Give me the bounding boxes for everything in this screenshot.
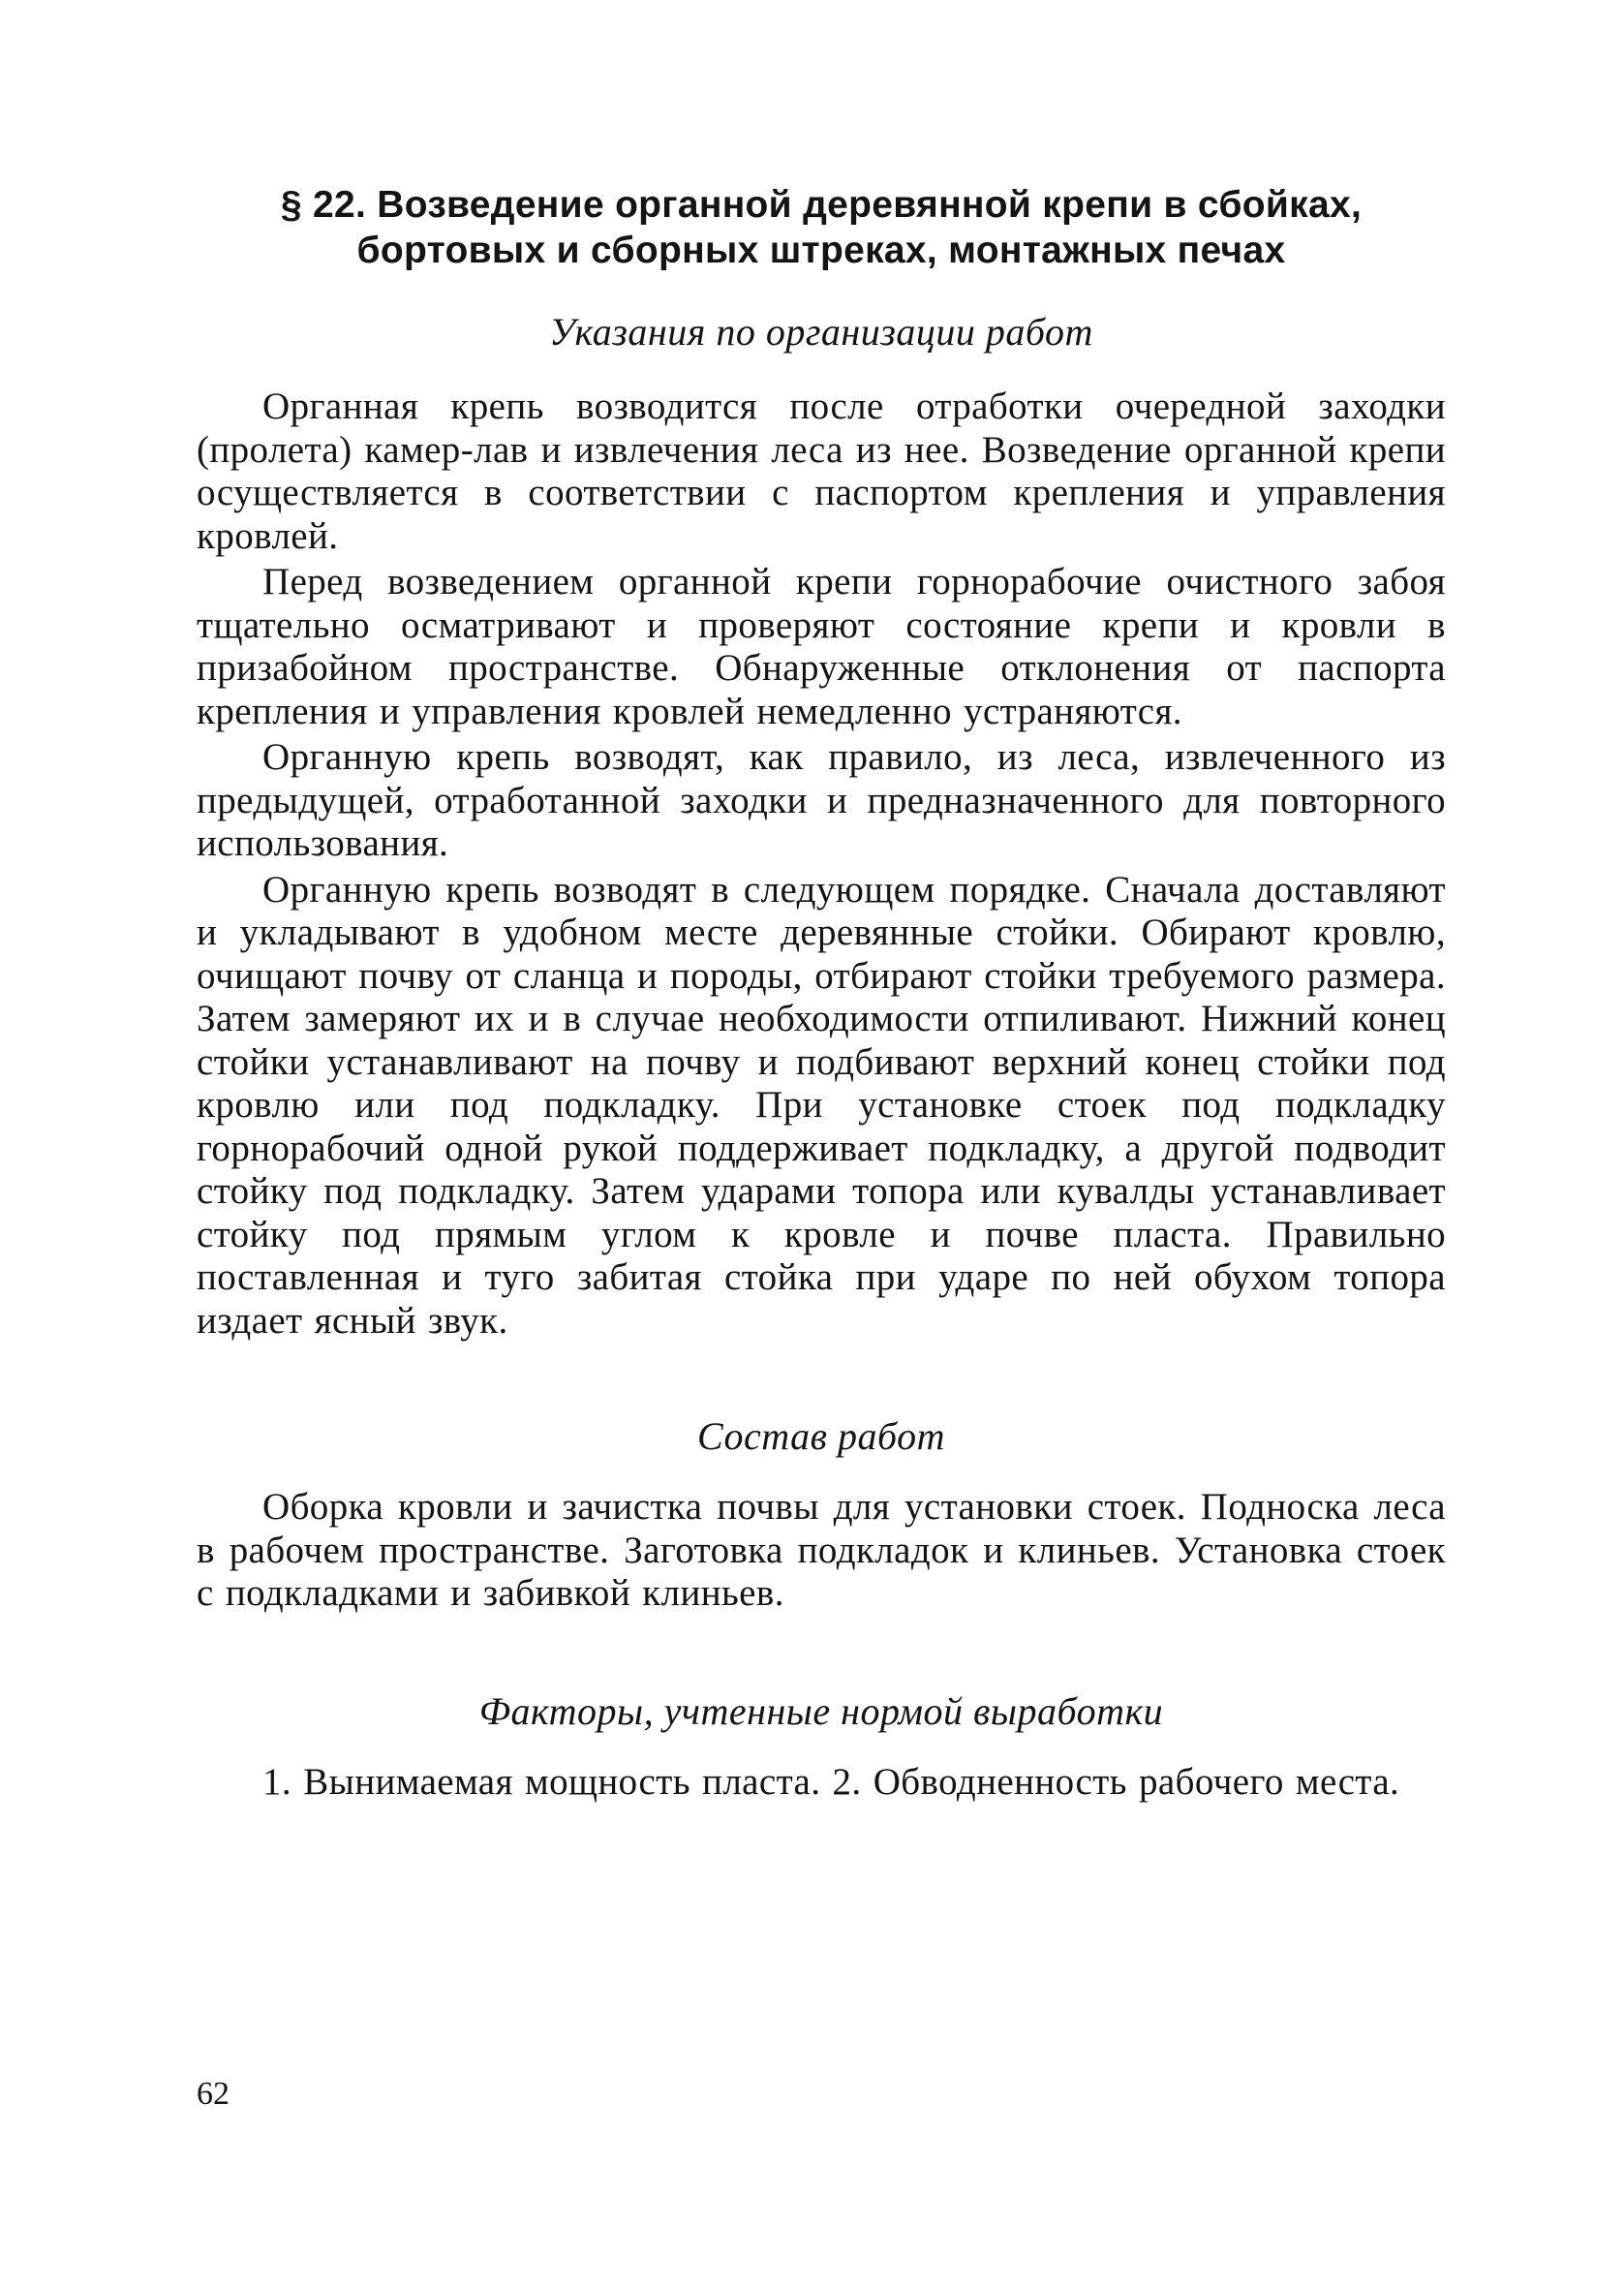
instructions-paragraph-1: Органная крепь возводится после отработки очередной заходки (пролета) камер-лав и извлечения леса из нее. Возведение органной крепи осуществляется в соответствии с паспортом крепления и управления кровлей.: [197, 386, 1446, 557]
section-heading-line-1: § 22. Возведение органной деревянной крепи в сбойках,: [280, 184, 1363, 226]
page-number: 62: [197, 2076, 230, 2112]
factors-text: 1. Вынимаемая мощность пласта. 2. Обводненность рабочего места.: [262, 1760, 1400, 1803]
instructions-paragraph-2: Перед возведением органной крепи горнорабочие очистного забоя тщательно осматривают и проверяют состояние крепи и кровли в призабойном пространстве. Обнаруженные отклонения от паспорта крепления и управления кровлей немедленно устраняются.: [197, 561, 1446, 732]
section-heading-line-2: бортовых и сборных штреках, монтажных печах: [356, 230, 1286, 271]
instructions-title: Указания по организации работ: [549, 310, 1093, 354]
section-heading: [197, 182, 1446, 273]
instructions-paragraph-4: Органную крепь возводят в следующем порядке. Сначала доставляют и укладывают в удобном месте деревянные стойки. Обирают кровлю, очищают почву от сланца и породы, отбирают стойки требуемого размера. Затем замеряют их и в случае необходимости отпиливают. Нижний конец стойки устанавливают на почву и подбивают верхний конец стойки под кровлю или под подкладку. При установке стоек под подкладку горнорабочий одной рукой поддерживает подкладку, а другой подводит стойку под подкладку. Затем ударами топора или кувалды устанавливает стойку под прямым углом к кровле и почве пласта. Правильно поставленная и туго забитая стойка при ударе по ней обухом топора издает ясный звук.: [197, 868, 1446, 1342]
instructions-body: [197, 386, 1446, 1343]
factors-title: Факторы, учтенные нормой выработки: [478, 1688, 1164, 1733]
page-content: [197, 182, 1446, 1804]
composition-text: Оборка кровли и зачистка почвы для установки стоек. Подноска леса в рабочем пространстве. Заготовка подкладок и клиньев. Установка стоек с подкладками и забивкой клиньев.: [197, 1486, 1446, 1614]
instructions-paragraph-3: Органную крепь возводят, как правило, из леса, извлеченного из предыдущей, отработанной заходки и предназначенного для повторного использования.: [197, 736, 1446, 864]
composition-title: Состав работ: [697, 1414, 945, 1458]
